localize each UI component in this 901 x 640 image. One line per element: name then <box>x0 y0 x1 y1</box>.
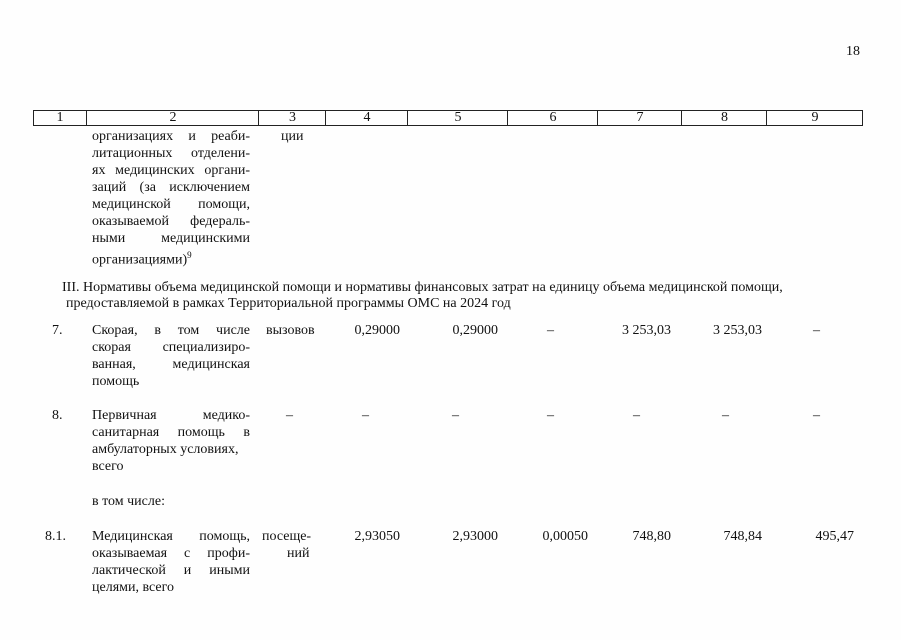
header-col-4: 4 <box>325 111 408 125</box>
section-title-line-2: предоставляемой в рамках Территориальной программы ОМС на 2024 год <box>66 296 511 311</box>
row-name <box>92 322 250 390</box>
cont-line: литационных отделени- <box>92 146 250 161</box>
page-number: 18 <box>846 44 860 59</box>
row-number: 7. <box>52 323 63 338</box>
header-col-8: 8 <box>681 111 767 125</box>
cell-col9: 495,47 <box>815 529 854 544</box>
cell-col6: 0,00050 <box>542 529 588 544</box>
row-unit-line: посеще- <box>262 529 312 544</box>
header-col-1: 1 <box>56 110 64 125</box>
header-col-2: 2 <box>86 111 259 125</box>
cell-col4: 0,29000 <box>354 323 400 338</box>
cell-col9: – <box>813 323 820 338</box>
row-unit-line: ний <box>287 546 310 561</box>
row-name-line: ванная, медицинская <box>92 357 250 372</box>
row-name-line: Медицинская помощь, <box>92 529 250 544</box>
footnote-marker: 9 <box>187 250 192 260</box>
header-col-9: 9 <box>766 111 863 125</box>
cell-col7: 748,80 <box>632 529 671 544</box>
row-name-line: помощь <box>92 374 140 389</box>
cont-line: оказываемой федераль- <box>92 214 250 229</box>
row-name-line: скорая специализиро- <box>92 340 250 355</box>
cont-line: ными медицинскими <box>92 231 250 246</box>
row-name-line: всего <box>92 459 124 474</box>
cell-col6: – <box>547 408 554 423</box>
section-title-line-1: III. Нормативы объема медицинской помощи и нормативы финансовых затрат на единицу объема медицинской помощи, <box>62 280 783 295</box>
row-unit: вызовов <box>266 323 315 338</box>
row-name <box>92 407 250 475</box>
continued-row-unit: ции <box>281 129 304 144</box>
cont-line: ях медицинских органи- <box>92 163 250 178</box>
header-col-3: 3 <box>258 111 326 125</box>
row-name-line: лактической и иными <box>92 563 250 578</box>
subheading-including: в том числе: <box>92 494 165 509</box>
cell-col4: 2,93050 <box>354 529 400 544</box>
cell-col9: – <box>813 408 820 423</box>
row-name-line: Скорая, в том числе <box>92 323 250 338</box>
header-col-5: 5 <box>407 111 508 125</box>
cell-col7: 3 253,03 <box>622 323 671 338</box>
row-name-line: Первичная медико- <box>92 408 250 423</box>
row-name <box>92 528 250 596</box>
row-unit <box>262 528 311 562</box>
continued-row-name <box>92 128 250 269</box>
header-col-7: 7 <box>597 111 682 125</box>
cont-line: организациях и реаби- <box>92 129 250 144</box>
row-name-line: амбулаторных условиях, <box>92 442 239 457</box>
cell-col7: – <box>633 408 640 423</box>
column-number-header <box>33 110 863 126</box>
cell-col5: – <box>452 408 459 423</box>
cont-line: заций (за исключением <box>92 180 250 195</box>
cell-col8: 748,84 <box>723 529 762 544</box>
cell-col4: – <box>362 408 369 423</box>
cont-line: медицинской помощи, <box>92 197 250 212</box>
row-name-line: оказываемая с профи- <box>92 546 250 561</box>
row-name-line: целями, всего <box>92 580 175 595</box>
cell-col5: 0,29000 <box>452 323 498 338</box>
row-name-line: санитарная помощь в <box>92 425 250 440</box>
cell-col8: 3 253,03 <box>713 323 762 338</box>
row-unit: – <box>286 408 293 423</box>
cell-col6: – <box>547 323 554 338</box>
cont-line-text: организациями) <box>92 252 188 268</box>
cell-col8: – <box>722 408 729 423</box>
cont-line-last <box>92 247 250 269</box>
row-number: 8. <box>52 408 63 423</box>
row-number: 8.1. <box>45 529 66 544</box>
header-col-6: 6 <box>507 111 598 125</box>
section-title <box>62 280 862 312</box>
cell-col5: 2,93000 <box>452 529 498 544</box>
